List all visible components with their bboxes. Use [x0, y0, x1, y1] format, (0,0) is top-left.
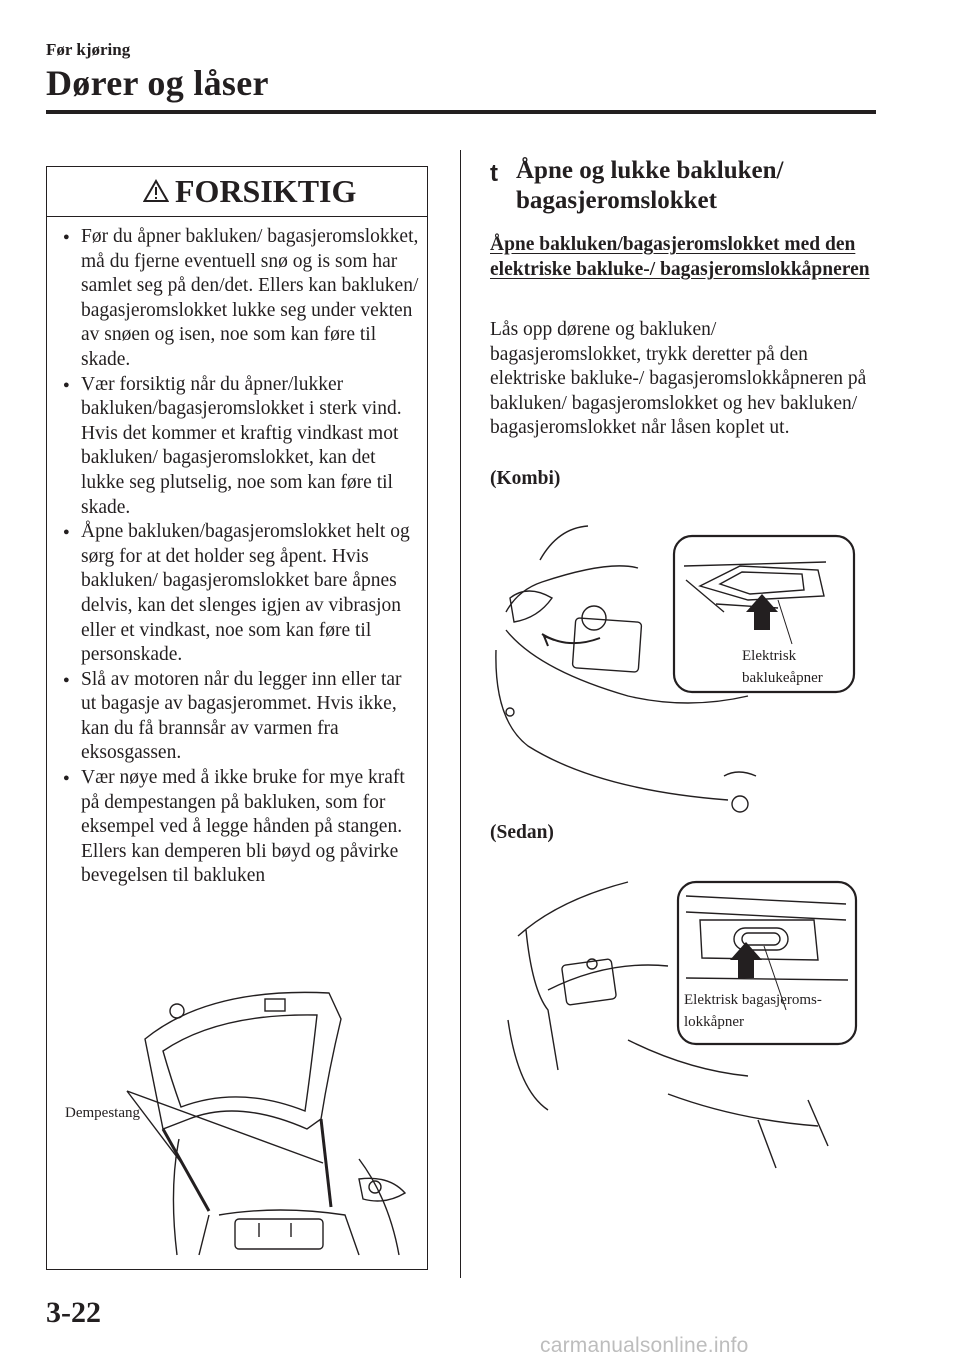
caution-item: ● Vær nøye med å ikke bruke for mye kraft på dempestangen på bakluken, som for eksempel ved å legge hånden på stangen. Ellers kan demperen bli bøyd og påvirke bevegelsen til bakluken [59, 766, 421, 889]
sub-heading: Åpne bakluken/bagasjeromslokket med den elektriske bakluke-/ bagasjeromslokkåpneren [490, 234, 870, 280]
caution-item: ● Åpne bakluken/bagasjeromslokket helt og sørg for at det holder seg åpent. Hvis bakluken/ bagasjeromslokket bare åpnes delvis, kan det slenges igjen av vibrasjon eller et vindkast, noe som kan føre til personskade. [59, 520, 421, 668]
caution-item: ● Slå av motoren når du legger inn eller tar ut bagasje av bagasjerommet. Hvis ikke, kan du få brannsår av varmen fra eksosgassen. [59, 668, 421, 766]
title-rule [46, 110, 876, 114]
page-number: 3-22 [46, 1296, 101, 1329]
sedan-callout-line-2: lokkåpner [684, 1014, 744, 1030]
kombi-callout-line-1: Elektrisk [742, 648, 797, 664]
sedan-label: (Sedan) [490, 822, 554, 843]
warning-triangle-icon [143, 179, 169, 203]
caution-list [59, 225, 421, 889]
kombi-tailgate-illustration [488, 500, 862, 818]
sedan-trunklid-illustration [488, 870, 862, 1170]
caution-item: ● Før du åpner bakluken/ bagasjeromslokket, må du fjerne eventuell snø og is som har samlet seg på den/det. Ellers kan bakluken/ bagasjeromslokket lukke seg under vekten av snøen og isen, noe som kan føre til skade. [59, 225, 421, 373]
section-label: Før kjøring [46, 40, 131, 59]
column-divider [460, 150, 461, 1278]
damper-label: Dempestang [65, 1105, 140, 1121]
watermark: carmanualsonline.info [540, 1334, 749, 1357]
section-bullet: t [490, 160, 498, 187]
body-text: Lås opp dørene og bakluken/ bagasjeromslokket, trykk deretter på den elektriske bakluke-/ bagasjeromslokkåpneren på bakluken/ bagasjeromslokket og hev bakluken/ bagasjeromslokket når låsen koplet ut. [490, 319, 867, 439]
caution-box [46, 166, 428, 1270]
caution-item: ● Vær forsiktig når du åpner/lukker bakluken/bagasjeromslokket i sterk vind. Hvis det kommer et kraftig vindkast mot bakluken/ bagasjeromslokket, kan det lukke seg plutselig, noe som kan føre til skade. [59, 373, 421, 521]
kombi-label: (Kombi) [490, 468, 561, 489]
sedan-callout-line-1: Elektrisk bagasjeroms- [684, 992, 822, 1008]
caution-title: FORSIKTIG [175, 173, 357, 209]
kombi-callout-line-2: baklukeåpner [742, 670, 823, 686]
page-title: Dører og låser [46, 63, 269, 103]
section-heading: Åpne og lukke bakluken/ bagasjeromslokket [516, 157, 784, 214]
caution-header [47, 167, 427, 217]
